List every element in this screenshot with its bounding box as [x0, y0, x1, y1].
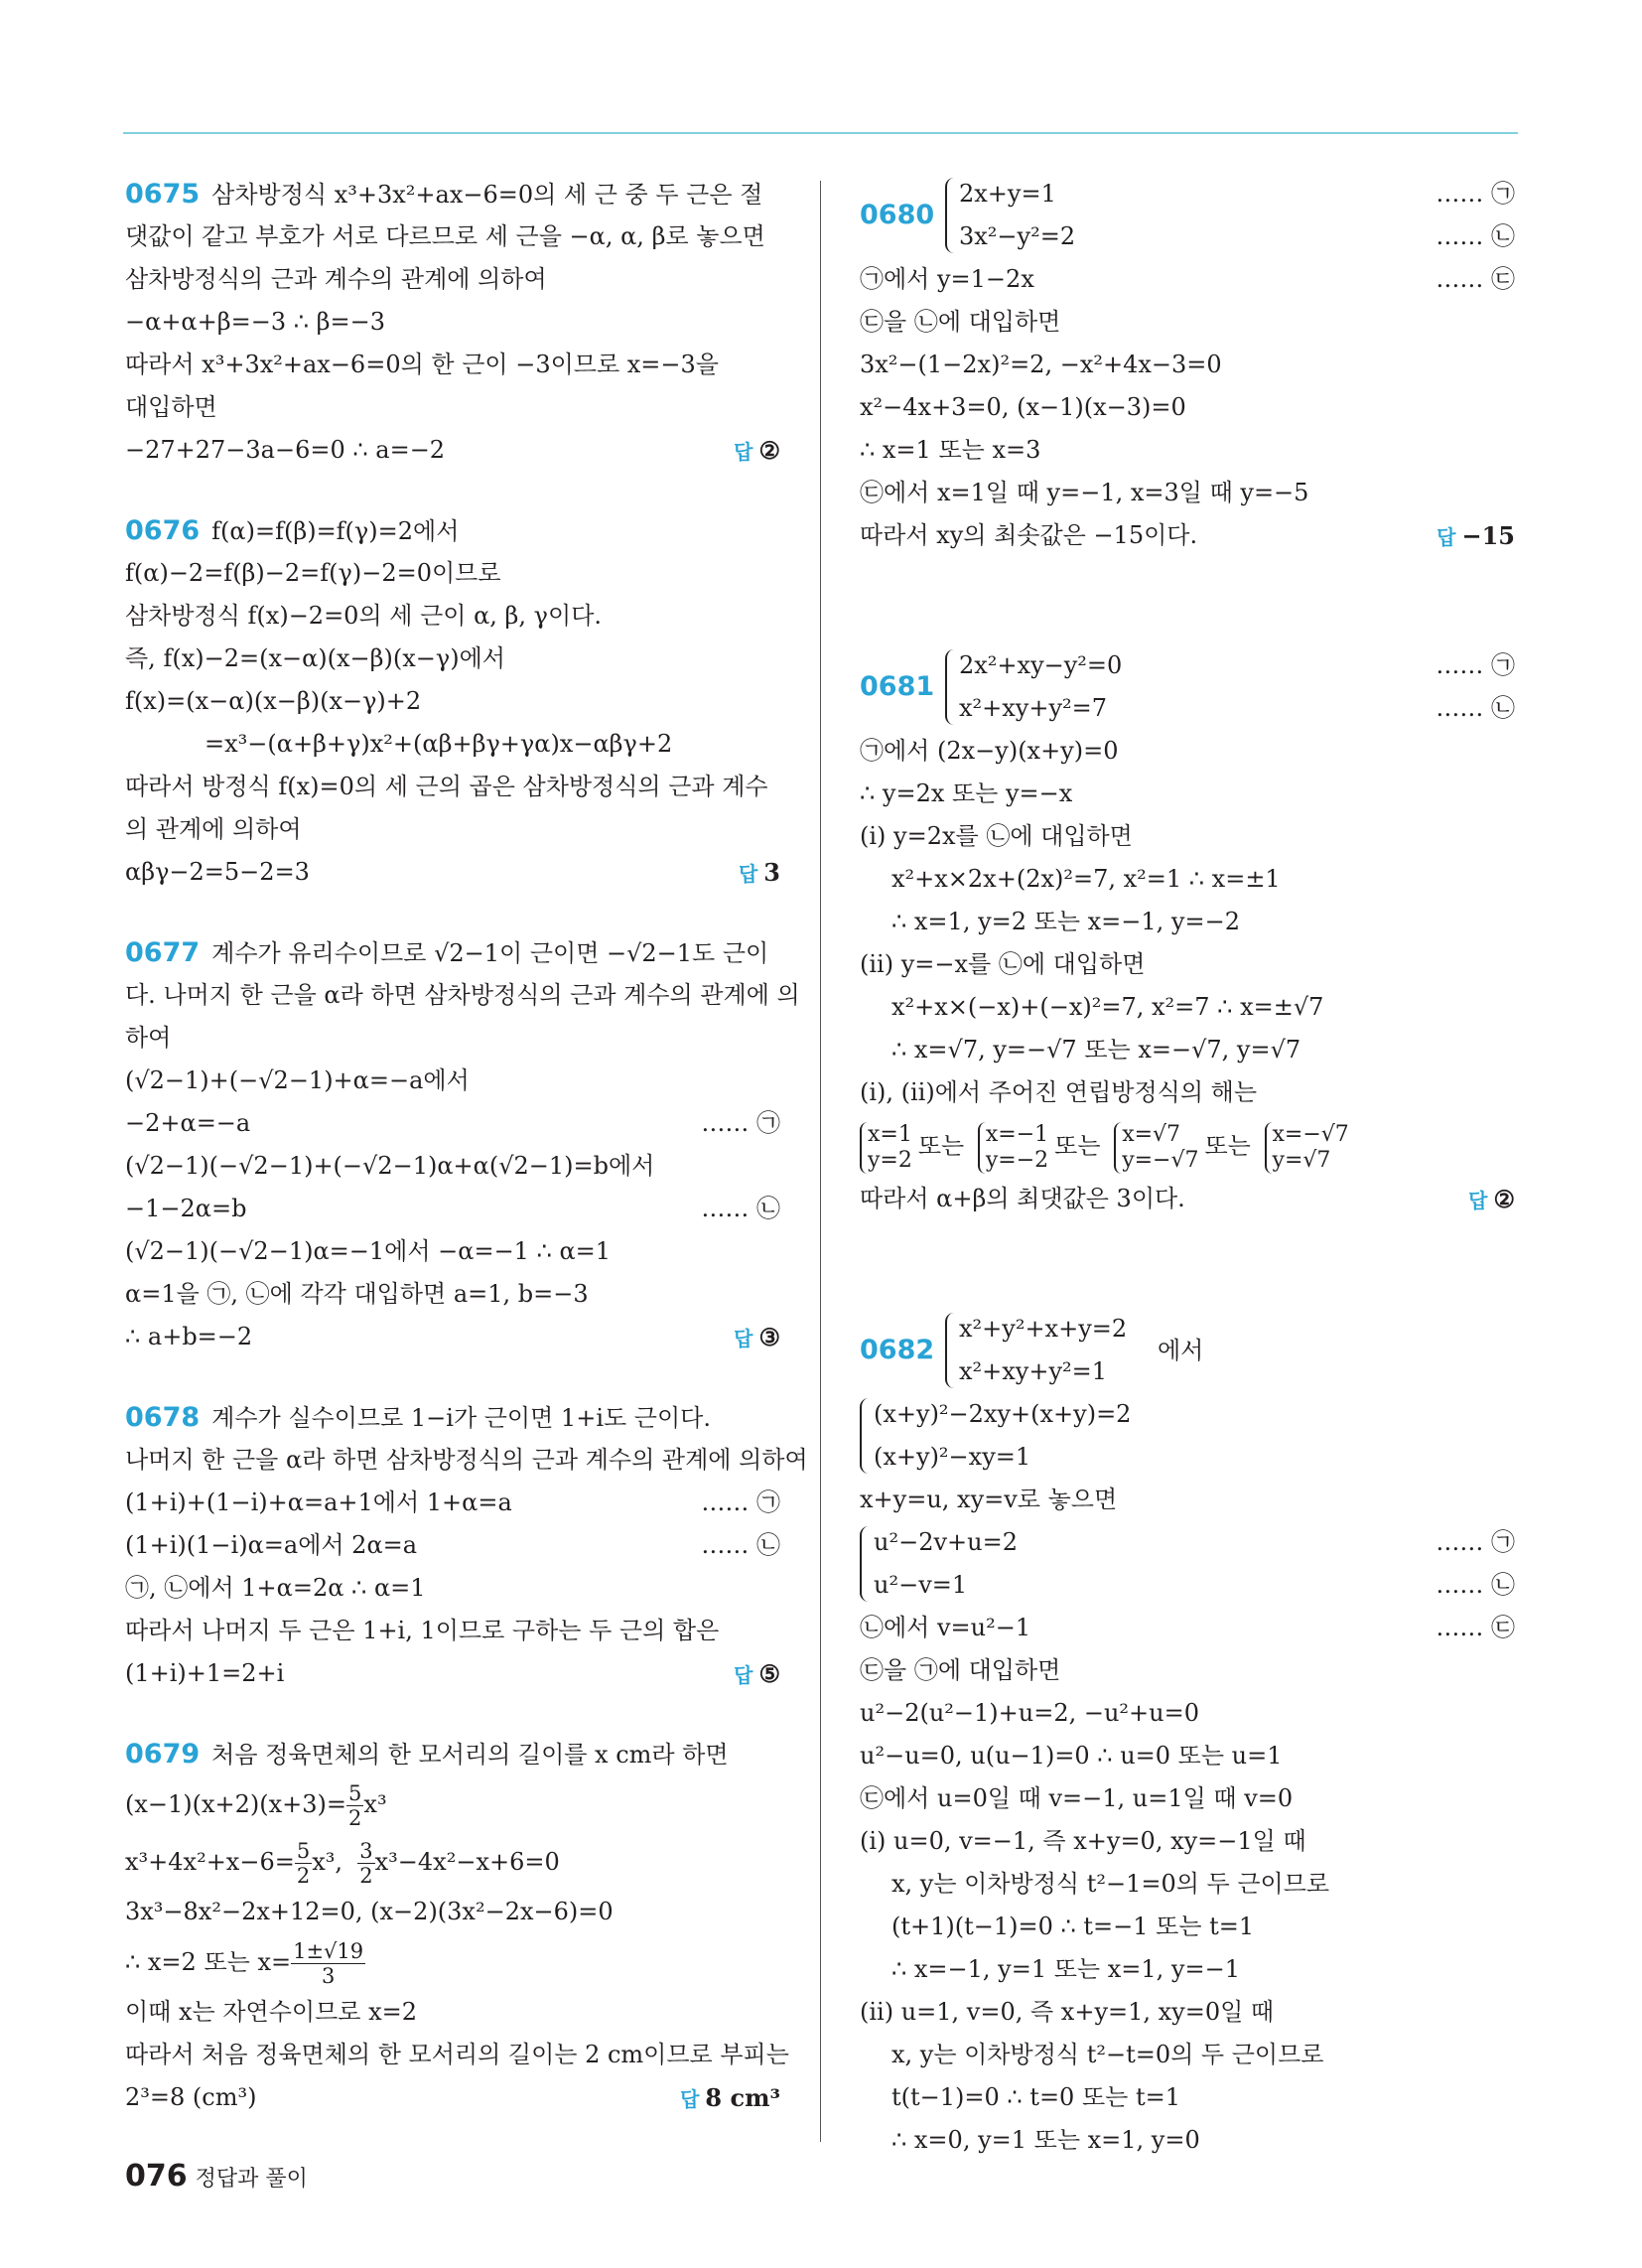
problem-number: 0677 [125, 937, 201, 968]
footer-label: 정답과 풀이 [195, 2167, 308, 2192]
problem-number: 0679 [125, 1739, 201, 1770]
answer: 답 ③ [734, 1323, 780, 1351]
answer: 답 8 cm³ [680, 2083, 780, 2112]
answer: 답 ② [734, 436, 780, 465]
problem-number: 0678 [125, 1402, 201, 1433]
answer: 답 3 [738, 858, 780, 887]
right-column [860, 173, 1515, 2162]
problem-0680: 0680 2x+y=1 …… ㉠ 3x²−y²=2 …… ㉡ ㉠에서 y=1−2x …… ㉢ ㉢을 ㉡에 대입하면 3x²−(1−2x)²=2, −x²+4x−3=0 x²−4x+3=0, (x−1)(x−3)=0 ∴ x=1 또는 x=3 ㉢에서 x=1일 때 y=−1, x=3일 때 y=−5 따라서 xy의 최솟값은 −15이다. 답 −15 [860, 173, 1515, 557]
page-footer [125, 2159, 308, 2194]
problem-0676: 0676 f(α)=f(β)=f(γ)=2에서 f(α)−2=f(β)−2=f(γ)−2=0이므로 삼차방정식 f(x)−2=0의 세 근이 α, β, γ이다. 즉, f(x)−2=(x−α)(x−β)(x−γ)에서 f(x)=(x−α)(x−β)(x−γ)+2 =x³−(α+β+γ)x²+(αβ+βγ+γα)x−αβγ+2 따라서 방정식 f(x)=0의 세 근의 곱은 삼차방정식의 근과 계수 의 관계에 의하여 αβγ−2=5−2=3 답 3 [125, 509, 780, 894]
problem-number: 0676 [125, 515, 201, 546]
problem-number: 0680 [860, 200, 935, 230]
problem-0679: 0679 처음 정육면체의 한 모서리의 길이를 x cm라 하면 (x−1)(x+2)(x+3)= $\frac{5}{2}$ x³ x³+4x²+x−6= $\frac{5}{2}$ x³, $\frac{3}{2}$ x³−4x²−x+6=0 3x³−8x²−2x+12=0, (x−2)(3x²−2x−6)=0 ∴ x=2 또는 x= $\frac{1\pm√19}{3}$ 이때 x는 자연수이므로 x=2 따라서 처음 정육면체의 한 모서리의 길이는 2 cm이므로 부피는 2³=8 (cm³) 답 8 cm³ [125, 1733, 780, 2119]
left-column [125, 173, 808, 2119]
problem-0678: 0678 계수가 실수이므로 1−i가 근이면 1+i도 근이다. 나머지 한 근을 α라 하면 삼차방정식의 근과 계수의 관계에 의하여 (1+i)+(1−i)+α=a+1에서 1+α=a …… ㉠ (1+i)(1−i)α=a에서 2α=a …… ㉡ ㉠, ㉡에서 1+α=2α ∴ α=1 따라서 나머지 두 근은 1+i, 1이므로 구하는 두 근의 합은 (1+i)+1=2+i 답 ⑤ [125, 1396, 780, 1695]
problem-number: 0682 [860, 1335, 935, 1365]
answer: 답 −15 [1437, 521, 1515, 550]
answer: 답 ⑤ [734, 1659, 780, 1688]
page-number: 076 [125, 2159, 188, 2194]
problem-0675: 0675 삼차방정식 x³+3x²+ax−6=0의 세 근 중 두 근은 절 댓값이 같고 부호가 서로 다르므로 세 근을 −α, α, β로 놓으면 삼차방정식의 근과 계수의 관계에 의하여 −α+α+β=−3 ∴ β=−3 따라서 x³+3x²+ax−6=0의 한 근이 −3이므로 x=−3을 대입하면 −27+27−3a−6=0 ∴ a=−2 답 ② [125, 173, 780, 472]
problem-number: 0681 [860, 671, 935, 702]
header-rule [123, 132, 1518, 134]
problem-0682: 0682 x²+y²+x+y=2 x²+xy+y²=1 에서 (x+y)²−2xy+(x+y)=2 (x+y)²−xy=1 x+y=u, xy=v로 놓으면 u²−2v+u=2 …… ㉠ u²−v=1 …… ㉡ ㉡에서 v=u²−1 …… ㉢ ㉢을 ㉠에 대입하면 u²−2(u²−1)+u=2, −u²+u=0 u²−u=0, u(u−1)=0 ∴ u=0 또는 u=1 ㉢에서 u=0일 때 v=−1, u=1일 때 v=0 (ⅰ) u=0, v=−1, 즉 x+y=0, xy=−1일 때 x, y는 이차방정식 t²−1=0의 두 근이므로 (t+1)(t−1)=0 ∴ t=−1 또는 t=1 ∴ x=−1, y=1 또는 x=1, y=−1 (ⅱ) u=1, v=0, 즉 x+y=1, xy=0일 때 x, y는 이차방정식 t²−t=0의 두 근이므로 t(t−1)=0 ∴ t=0 또는 t=1 ∴ x=0, y=1 또는 x=1, y=0 [860, 1308, 1515, 2162]
answer: 답 ② [1468, 1185, 1515, 1213]
problem-0677: 0677 계수가 유리수이므로 √2−1이 근이면 −√2−1도 근이 다. 나머지 한 근을 α라 하면 삼차방정식의 근과 계수의 관계에 의 하여 (√2−1)+(−√2−1)+α=−a에서 −2+α=−a …… ㉠ (√2−1)(−√2−1)+(−√2−1)α+α(√2−1)=b에서 −1−2α=b …… ㉡ (√2−1)(−√2−1)α=−1에서 −α=−1 ∴ α=1 α=1을 ㉠, ㉡에 각각 대입하면 a=1, b=−3 ∴ a+b=−2 답 ③ [125, 931, 780, 1358]
solution-set: x=1 y=2 또는 x=−1 y=−2 또는 x=√7 y=−√7 또는 x=−√7 y=√7 [860, 1114, 1515, 1178]
problem-0681: 0681 2x²+xy−y²=0 …… ㉠ x²+xy+y²=7 …… ㉡ ㉠에서 (2x−y)(x+y)=0 ∴ y=2x 또는 y=−x (ⅰ) y=2x를 ㉡에 대입하면 x²+x×2x+(2x)²=7, x²=1 ∴ x=±1 ∴ x=1, y=2 또는 x=−1, y=−2 (ⅱ) y=−x를 ㉡에 대입하면 x²+x×(−x)+(−x)²=7, x²=7 ∴ x=±√7 ∴ x=√7, y=−√7 또는 x=−√7, y=√7 (ⅰ), (ⅱ)에서 주어진 연립방정식의 해는 x=1 y=2 또는 x=−1 y=−2 또는 x=√7 y=−√7 또는 x=−√7 y=√7 따라서 α+β의 최댓값은 3이다. 답 ② [860, 644, 1515, 1220]
column-divider [820, 181, 821, 2142]
problem-number: 0675 [125, 179, 201, 210]
